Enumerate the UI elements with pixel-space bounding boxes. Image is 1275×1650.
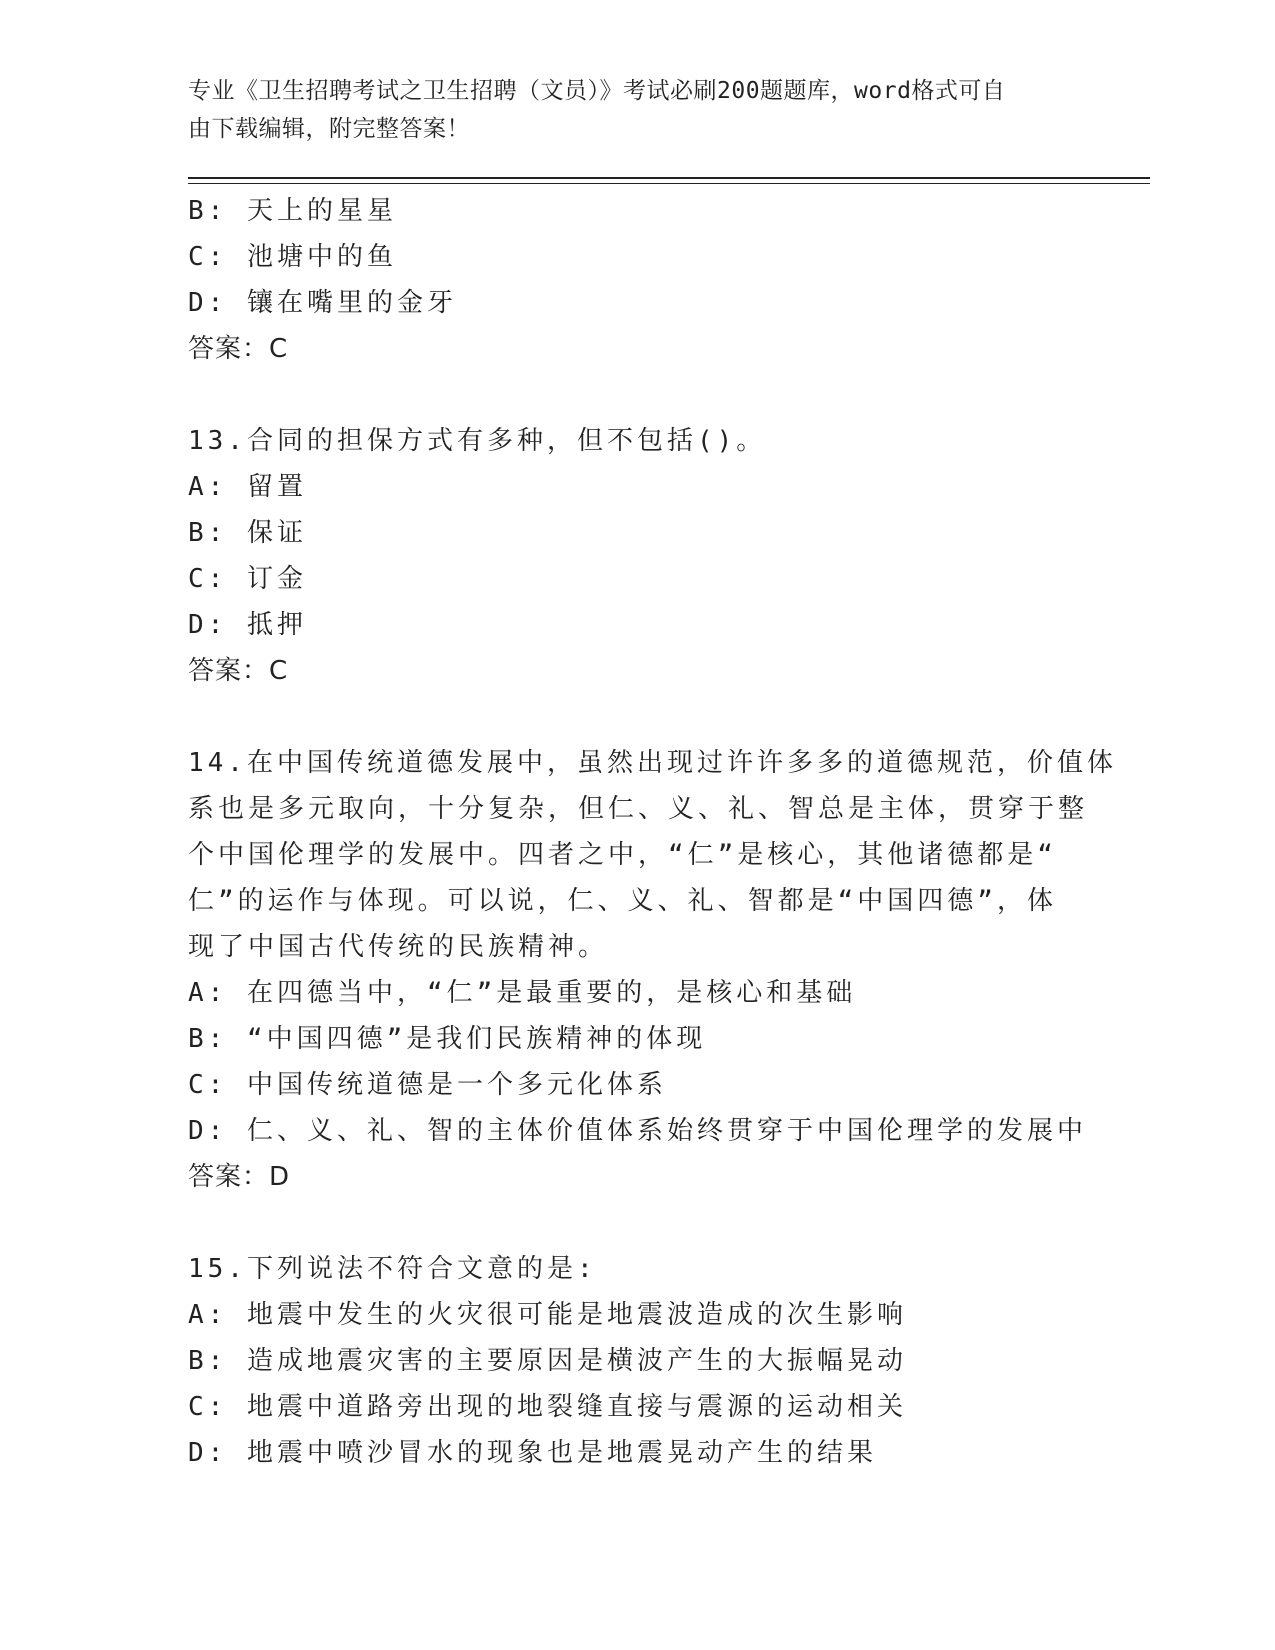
option-b: B: “中国四德”是我们民族精神的体现: [188, 1024, 707, 1054]
header-divider-thick: [188, 177, 1150, 179]
question-stem-line: 现了中国古代传统的民族精神。: [188, 932, 609, 962]
header-line-1: 专业《卫生招聘考试之卫生招聘（文员）》考试必刷200题题库，word格式可自: [188, 78, 1006, 104]
option-d: D: 镶在嘴里的金牙: [188, 288, 457, 318]
spacer: [188, 1200, 1088, 1246]
answer-line: 答案：D: [188, 1162, 291, 1192]
header-divider-thin: [188, 183, 1150, 184]
option-b: B: 天上的星星: [188, 196, 397, 226]
question-13: [188, 418, 1088, 694]
option-a: A: 地震中发生的火灾很可能是地震波造成的次生影响: [188, 1300, 907, 1330]
option-c: C: 池塘中的鱼: [188, 242, 397, 272]
question-12: [188, 188, 1088, 372]
document-header: [188, 72, 1068, 148]
answer-line: 答案：C: [188, 334, 289, 364]
option-b: B: 保证: [188, 518, 307, 548]
question-content: [188, 188, 1117, 1476]
header-line-2: 由下载编辑，附完整答案！: [188, 116, 470, 142]
option-a: A: 留置: [188, 472, 307, 502]
question-15: [188, 1246, 1088, 1476]
question-14: [188, 740, 1117, 1200]
option-b: B: 造成地震灾害的主要原因是横波产生的大振幅晃动: [188, 1346, 907, 1376]
spacer: [188, 694, 1088, 740]
answer-line: 答案：C: [188, 656, 289, 686]
option-c: C: 中国传统道德是一个多元化体系: [188, 1070, 667, 1100]
question-stem: 13.合同的担保方式有多种，但不包括()。: [188, 426, 767, 456]
question-stem-line: 系也是多元取向，十分复杂，但仁、义、礼、智总是主体，贯穿于整: [188, 794, 1089, 824]
question-stem-line: 个中国伦理学的发展中。四者之中，“仁”是核心，其他诸德都是“: [188, 840, 1057, 870]
option-d: D: 地震中喷沙冒水的现象也是地震晃动产生的结果: [188, 1438, 877, 1468]
option-c: C: 订金: [188, 564, 307, 594]
spacer: [188, 372, 1088, 418]
option-d: D: 抵押: [188, 610, 307, 640]
option-a: A: 在四德当中，“仁”是最重要的，是核心和基础: [188, 978, 857, 1008]
option-d: D: 仁、义、礼、智的主体价值体系始终贯穿于中国伦理学的发展中: [188, 1116, 1087, 1146]
question-stem-line: 仁”的运作与体现。可以说，仁、义、礼、智都是“中国四德”，体: [188, 886, 1057, 916]
question-stem-line: 14.在中国传统道德发展中，虽然出现过许许多多的道德规范，价值体: [188, 748, 1117, 778]
option-c: C: 地震中道路旁出现的地裂缝直接与震源的运动相关: [188, 1392, 907, 1422]
question-stem: 15.下列说法不符合文意的是:: [188, 1254, 597, 1284]
